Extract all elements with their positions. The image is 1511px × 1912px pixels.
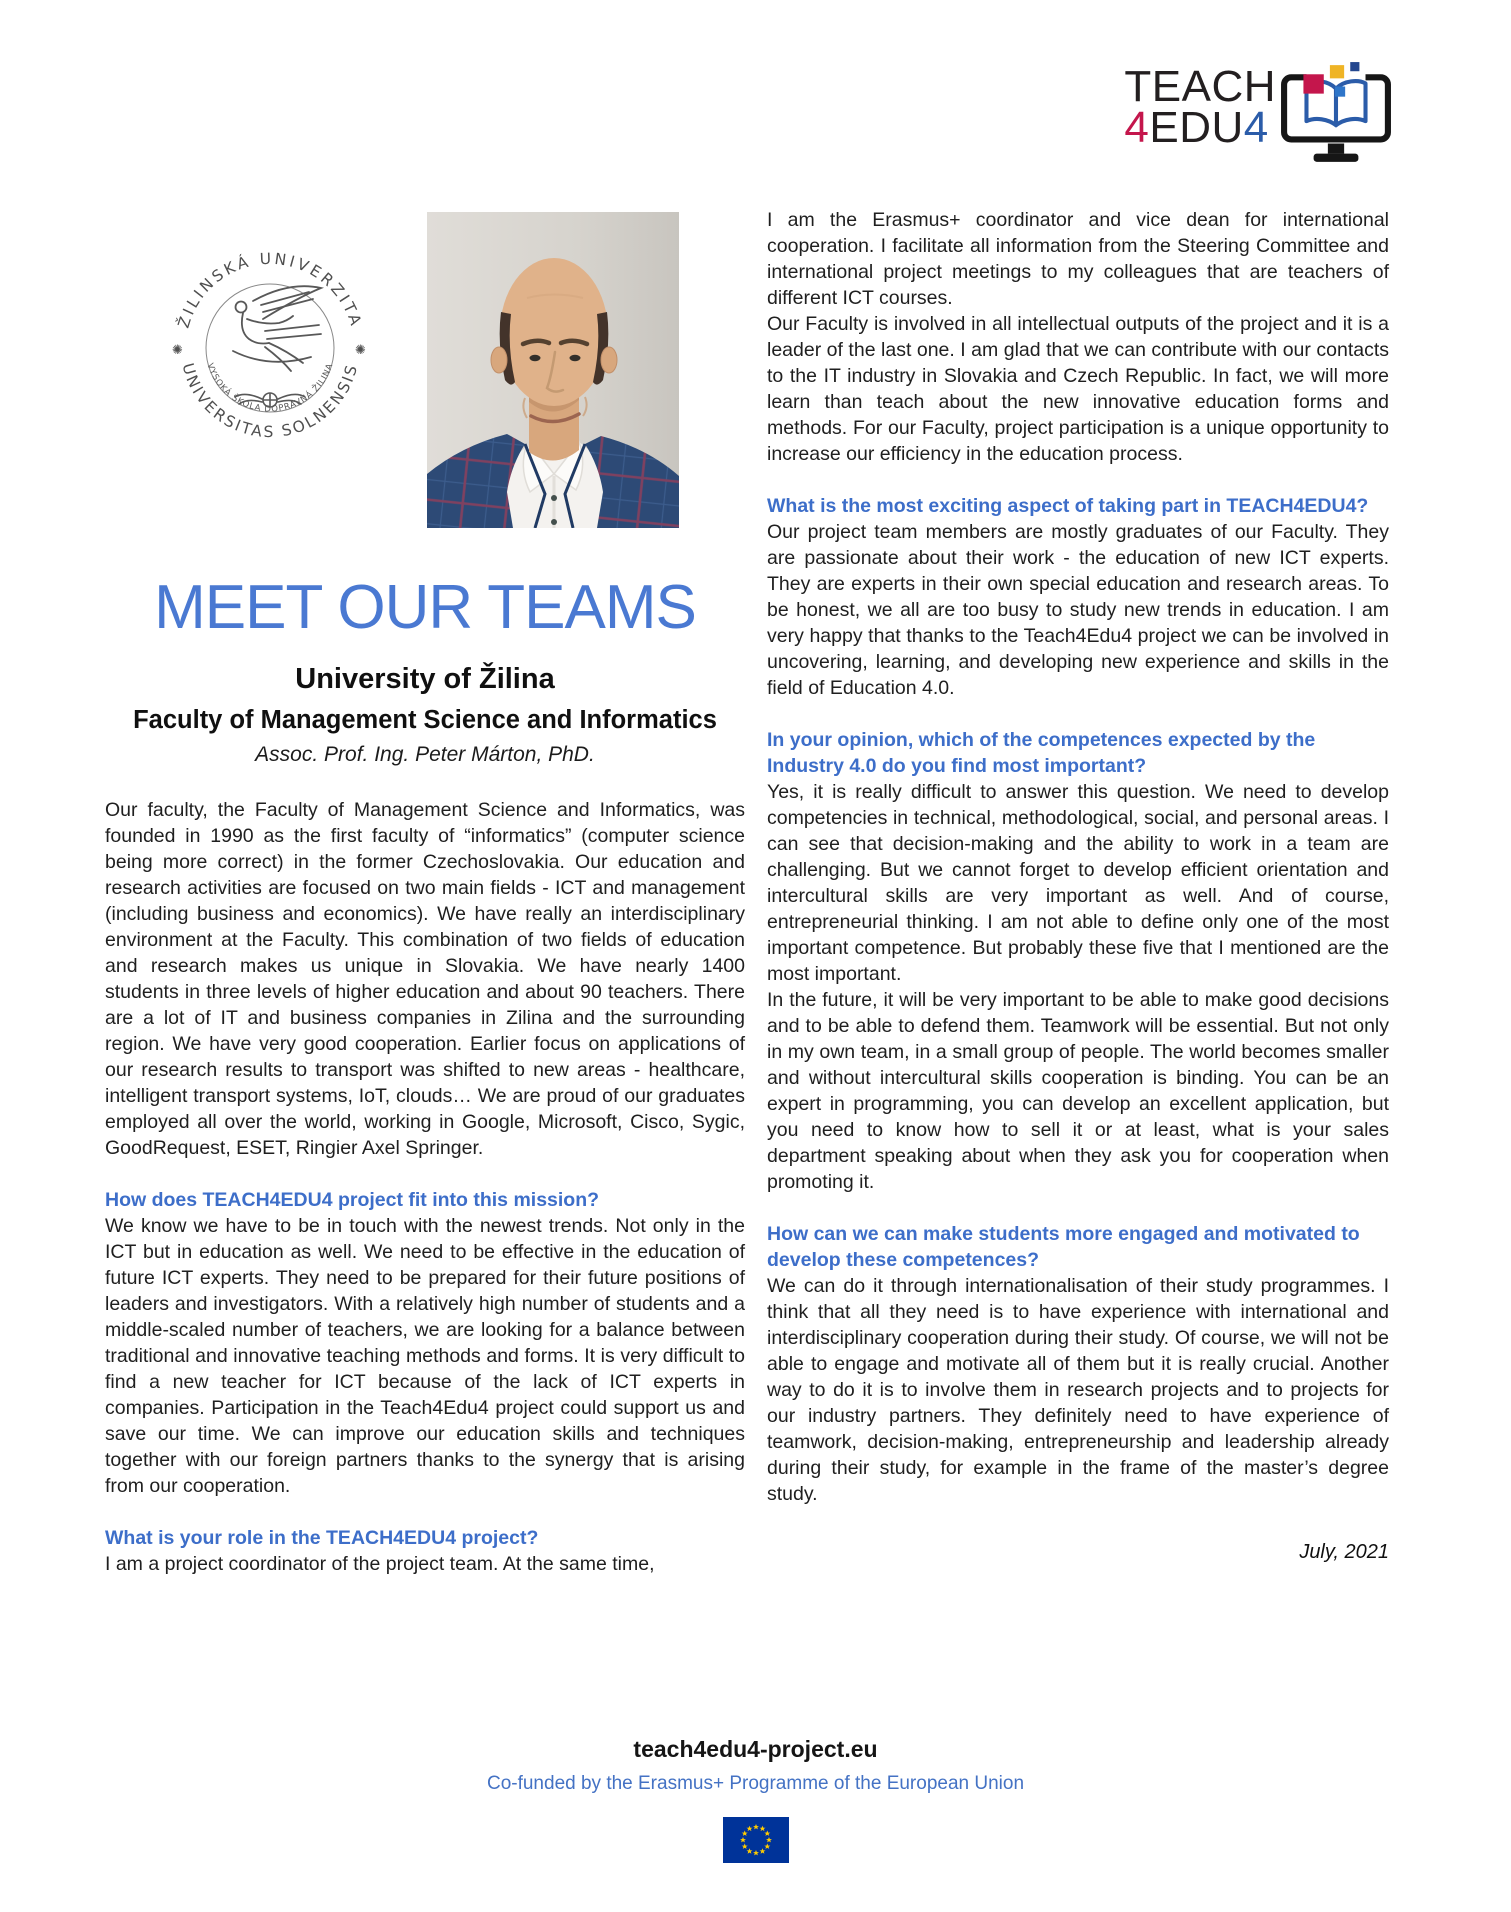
logo-edu: EDU: [1149, 103, 1244, 153]
section-mission: [105, 1187, 745, 1499]
eu-flag: [723, 1817, 789, 1863]
section-paragraph: We can do it through internationalisation of their study programmes. I think that all they need is to have experience with international and interdisciplinary cooperation during their study. Of course, we will not be able to engage and motivate all of them but it is really crucial. Another way to do it is to involve them in research projects and to projects for our industry partners. They definitely need to have experience of teamwork, decision-making, entrepreneurship and leadership already during their study, for example in the frame of the master’s degree study.: [767, 1275, 1389, 1505]
section-paragraph: I am a project coordinator of the project team. At the same time,: [105, 1553, 655, 1575]
intro-paragraph: Our faculty, the Faculty of Management Science and Informatics, was founded in 1990 as the first faculty of “informatics” (computer science being more correct) in the former Czechoslovakia. Our education and research activities are focused on two main fields - ICT and management (including business and economics). We have really an interdisciplinary environment at the Faculty. This combination of two fields of education and research makes us unique in Slovakia. We have nearly 1400 students in three levels of higher education and about 90 teachers. There are a lot of IT and business companies in Zilina and the surrounding region. We have very good cooperation. Earlier focus on applications of our research results to transport was shifted to new areas - healthcare, intelligent transport systems, IoT, clouds… We are proud of our graduates employed all over the world, working in Google, Microsoft, Cisco, Sygic, GoodRequest, ESET, Ringier Axel Springer.: [105, 799, 745, 1159]
section-paragraph: In the future, it will be very important to be able to make good decisions and to be able to defend them. Teamwork will be essential. But not only in my own team, in a small group of people. The world becomes smaller and without intercultural skills cooperation is binding. You can be an expert in programming, you can develop an excellent application, but you need to know how to sell it or at least, what is your sales department speaking about when they ask you for cooperation when promoting it.: [767, 989, 1389, 1193]
seal-inner-text: VYSOKÁ ŠKOLA DOPRAVNÁ ŽILINA: [204, 362, 336, 415]
section-competences: [767, 727, 1389, 1195]
seal-genius-figure: [233, 286, 321, 371]
logo-4-blue: 4: [1243, 103, 1269, 153]
left-column: [105, 205, 745, 1577]
svg-text:ŽILINSKÁ UNIVERZITA: [174, 250, 366, 330]
section-exciting-aspect: [767, 493, 1389, 701]
section-paragraph: Yes, it is really difficult to answer this question. We need to develop competencies in technical, methodological, social, and personal areas. I can see that decision-making and the ability to work in a team are challenging. But we cannot forget to develop efficient orientation and intercultural skills are very important as well. And of course, entrepreneurial thinking. I am not able to define only one of the most important competence. But probably these five that I mentioned are the most important.: [767, 781, 1389, 985]
portrait-photo: [427, 212, 679, 528]
monitor-book-icon: [1279, 62, 1393, 168]
section-paragraph: Our project team members are mostly graduates of our Faculty. They are passionate about their work - the education of new ICT experts. They are experts in their own special education and research areas. To be honest, we all are too busy to study new trends in education. I am very happy that thanks to the Teach4Edu4 project we can be involved in uncovering, learning, and developing new experience and skills in the field of Education 4.0.: [767, 521, 1389, 699]
project-website-link[interactable]: teach4edu4-project.eu: [633, 1736, 878, 1762]
seal-top-text: ŽILINSKÁ UNIVERZITA: [174, 249, 366, 331]
right-column: [767, 205, 1389, 1577]
university-seal: [169, 235, 371, 457]
section-heading: In your opinion, which of the competences expected by the Industry 4.0 do you find most important?: [767, 729, 1316, 777]
publication-date: July, 2021: [1299, 1541, 1389, 1563]
university-name: University of Žilina: [295, 663, 555, 695]
section-heading: What is the most exciting aspect of taking part in TEACH4EDU4?: [767, 495, 1369, 517]
logo-line1: TEACH: [1124, 62, 1276, 111]
article-body: [105, 205, 1389, 1577]
logo-line2: [1124, 103, 1276, 153]
section-heading: How can we can make students more engaged and motivated to develop these competences?: [767, 1223, 1360, 1271]
paragraph: Our Faculty is involved in all intellectual outputs of the project and it is a leader of the last one. I am glad that we can contribute with our contacts to the IT industry in Slovakia and Czech Republic. In fact, we will more learn than teach about the new innovative education forms and methods. For our Faculty, project participation is a unique opportunity to increase our efficiency in the education process.: [767, 313, 1389, 465]
seal-left-mark: ✺: [172, 342, 183, 357]
section-heading: What is your role in the TEACH4EDU4 project?: [105, 1527, 539, 1549]
cofunded-statement: Co-funded by the Erasmus+ Programme of the European Union: [486, 1773, 1025, 1794]
teach4edu4-logo: [1124, 62, 1393, 168]
logo-4-red: 4: [1124, 103, 1150, 153]
footer: [0, 1736, 1511, 1868]
teach4edu4-wordmark: [1124, 62, 1276, 153]
paragraph: I am the Erasmus+ coordinator and vice dean for international cooperation. I facilitate all information from the Steering Committee and international project meetings to my colleagues that are teachers of different ICT courses.: [767, 209, 1389, 309]
section-paragraph: We know we have to be in touch with the newest trends. Not only in the ICT but in education as well. We need to be effective in the education of future ICT experts. They need to be prepared for their future positions of leaders and investigators. With a relatively high number of students and a middle-scaled number of teachers, we are looking for a balance between traditional and innovative teaching methods and forms. It is very difficult to find a new teacher for ICT because of the lack of ICT experts in companies. Participation in the Teach4Edu4 project could support us and save our time. We can improve our education skills and techniques together with our foreign partners thanks to the synergy that is arising from our cooperation.: [105, 1215, 745, 1497]
media-row: [169, 205, 745, 528]
section-role: [105, 1525, 745, 1577]
section-engagement: [767, 1221, 1389, 1507]
seal-bottom-text: UNIVERSITAS SOLNENSIS: [178, 361, 362, 442]
person-name: Assoc. Prof. Ing. Peter Márton, PhD.: [255, 743, 595, 766]
page-title: MEET OUR TEAMS: [154, 573, 696, 642]
faculty-name: Faculty of Management Science and Informatics: [133, 706, 717, 734]
seal-right-mark: ✺: [355, 342, 366, 357]
section-heading: How does TEACH4EDU4 project fit into this mission?: [105, 1189, 600, 1211]
